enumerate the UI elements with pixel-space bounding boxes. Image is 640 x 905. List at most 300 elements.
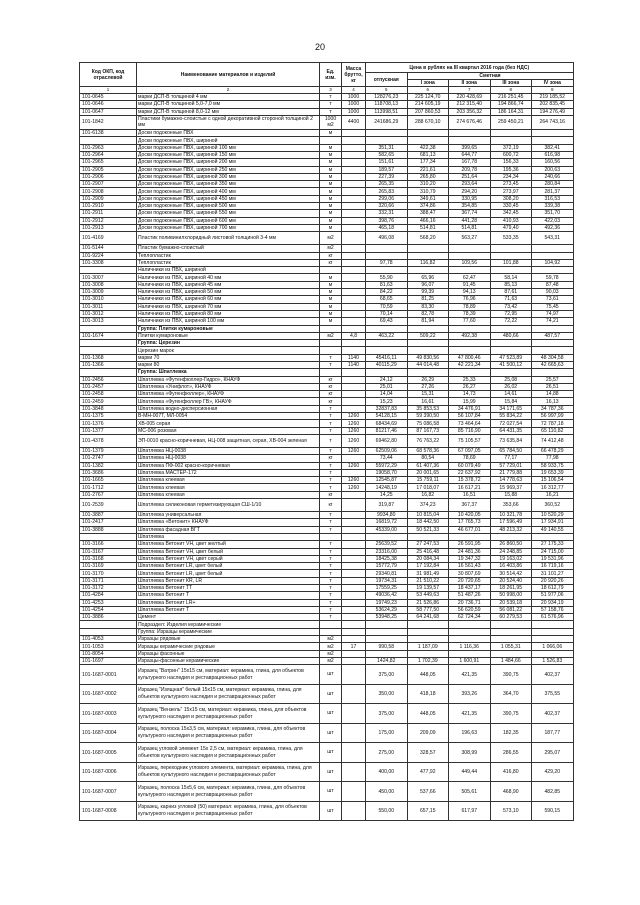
table-row bbox=[80, 643, 574, 650]
table-row bbox=[80, 541, 574, 548]
row-price-zone-1: 509,22 bbox=[407, 332, 449, 339]
row-unit: т bbox=[320, 405, 342, 412]
header-zone-1: I зона bbox=[407, 80, 449, 87]
row-code: 101-2906 bbox=[80, 173, 137, 180]
row-mass bbox=[342, 563, 366, 570]
table-row bbox=[80, 621, 574, 628]
row-mass bbox=[342, 310, 366, 317]
row-unit: т bbox=[320, 462, 342, 469]
row-price-zone-1: 310,20 bbox=[407, 181, 449, 188]
row-price-otpusk bbox=[366, 137, 408, 144]
column-number: 8 bbox=[490, 87, 532, 94]
row-price-zone-4: 590,15 bbox=[532, 801, 574, 821]
row-code: 101-1687-0006 bbox=[80, 762, 137, 782]
row-unit: т bbox=[320, 420, 342, 427]
row-price-zone-2: 514,81 bbox=[449, 224, 491, 231]
row-price-zone-3: 60 279,53 bbox=[490, 614, 532, 621]
row-unit: т bbox=[320, 548, 342, 555]
row-price-zone-2: 617,97 bbox=[449, 801, 491, 821]
row-price-zone-1: 177,34 bbox=[407, 159, 449, 166]
row-price-zone-3: 390,75 bbox=[490, 704, 532, 724]
row-unit: шт bbox=[320, 762, 342, 782]
table-row bbox=[80, 267, 574, 274]
row-unit bbox=[320, 628, 342, 635]
row-price-otpusk bbox=[366, 325, 408, 332]
row-price-zone-4 bbox=[532, 533, 574, 540]
row-price-otpusk: 320,66 bbox=[366, 203, 408, 210]
row-price-zone-2: 167,78 bbox=[449, 159, 491, 166]
row-price-zone-2: 449,44 bbox=[449, 762, 491, 782]
row-price-zone-1 bbox=[407, 340, 449, 347]
row-unit bbox=[320, 347, 342, 354]
row-price-zone-1: 221,61 bbox=[407, 166, 449, 173]
row-price-zone-1: 681,13 bbox=[407, 151, 449, 158]
table-row bbox=[80, 650, 574, 657]
row-price-zone-2: 56 107,84 bbox=[449, 413, 491, 420]
row-price-zone-4: 16 719,16 bbox=[532, 563, 574, 570]
row-mass bbox=[342, 398, 366, 405]
table-row bbox=[80, 723, 574, 743]
row-price-zone-2: 20 736,71 bbox=[449, 599, 491, 606]
row-price-otpusk: 62509,06 bbox=[366, 447, 408, 454]
row-code: 101-1687-0007 bbox=[80, 782, 137, 802]
row-price-zone-2: 46 677,01 bbox=[449, 526, 491, 533]
row-price-zone-3: 390,75 bbox=[490, 665, 532, 685]
row-price-otpusk bbox=[366, 267, 408, 274]
row-code: 101-2910 bbox=[80, 203, 137, 210]
row-name: Доски подоконные ПВХ, шириной 700 мм bbox=[137, 224, 320, 231]
row-mass: 1260 bbox=[342, 477, 366, 484]
row-price-zone-2: 75 105,57 bbox=[449, 434, 491, 447]
row-unit: шт bbox=[320, 704, 342, 724]
table-row bbox=[80, 203, 574, 210]
row-price-otpusk: 23316,00 bbox=[366, 548, 408, 555]
row-price-zone-2: 76,96 bbox=[449, 296, 491, 303]
row-price-zone-1 bbox=[407, 650, 449, 657]
row-price-zone-3: 58,14 bbox=[490, 274, 532, 281]
row-code: 101-2457 bbox=[80, 383, 137, 390]
row-price-otpusk: 463,22 bbox=[366, 332, 408, 339]
row-price-zone-2: 42 221,34 bbox=[449, 361, 491, 368]
row-price-zone-1: 58 777,50 bbox=[407, 606, 449, 613]
row-code: 101-3167 bbox=[80, 548, 137, 555]
row-price-zone-3: 72 027,54 bbox=[490, 420, 532, 427]
row-name: Шпатлевка МАСТЕР-172 bbox=[137, 469, 320, 476]
row-price-otpusk bbox=[366, 245, 408, 252]
row-code: 101-3010 bbox=[80, 296, 137, 303]
row-price-zone-3 bbox=[490, 340, 532, 347]
row-mass bbox=[342, 555, 366, 562]
row-name: Изразцы рядовые bbox=[137, 636, 320, 643]
table-row bbox=[80, 245, 574, 252]
row-price-otpusk bbox=[366, 369, 408, 376]
row-name: Шпатлевка Ветонит LR, цвет белый bbox=[137, 563, 320, 570]
row-name: Теплопластик bbox=[137, 259, 320, 266]
row-price-zone-1: 61 407,36 bbox=[407, 462, 449, 469]
row-code: 101-8054 bbox=[80, 650, 137, 657]
row-price-zone-4: 17 934,91 bbox=[532, 519, 574, 526]
row-code: 101-3166 bbox=[80, 541, 137, 548]
table-row bbox=[80, 762, 574, 782]
row-price-zone-1: 81,94 bbox=[407, 318, 449, 325]
row-unit: м bbox=[320, 296, 342, 303]
row-mass bbox=[342, 621, 366, 628]
table-row bbox=[80, 224, 574, 231]
row-code bbox=[80, 533, 137, 540]
row-price-zone-3: 286,55 bbox=[490, 743, 532, 763]
row-price-otpusk: 73,44 bbox=[366, 455, 408, 462]
row-mass bbox=[342, 606, 366, 613]
row-name: Шпатлевка клеевая bbox=[137, 477, 320, 484]
row-price-zone-4: 295,07 bbox=[532, 743, 574, 763]
row-price-otpusk: 15772,79 bbox=[366, 563, 408, 570]
row-price-zone-3: 194 866,74 bbox=[490, 101, 532, 108]
row-mass bbox=[342, 628, 366, 635]
row-price-zone-4: 160,56 bbox=[532, 159, 574, 166]
row-price-zone-4 bbox=[532, 137, 574, 144]
row-price-zone-1: 20 001,65 bbox=[407, 469, 449, 476]
row-price-zone-4 bbox=[532, 325, 574, 332]
row-price-zone-4: 74,97 bbox=[532, 310, 574, 317]
row-price-otpusk: 14,04 bbox=[366, 391, 408, 398]
row-mass bbox=[342, 801, 366, 821]
row-unit: т bbox=[320, 570, 342, 577]
row-code: 101-2459 bbox=[80, 398, 137, 405]
row-price-zone-4: 1 066,06 bbox=[532, 643, 574, 650]
table-row bbox=[80, 173, 574, 180]
row-price-otpusk bbox=[366, 252, 408, 259]
row-price-zone-2: 26,27 bbox=[449, 383, 491, 390]
row-price-zone-4: 66 478,29 bbox=[532, 447, 574, 454]
row-price-zone-2: 16 617,21 bbox=[449, 484, 491, 491]
row-price-otpusk bbox=[366, 533, 408, 540]
table-row bbox=[80, 455, 574, 462]
table-row bbox=[80, 526, 574, 533]
row-name: марки 70 bbox=[137, 354, 320, 361]
row-price-zone-3 bbox=[490, 137, 532, 144]
row-mass: 4400 bbox=[342, 115, 366, 129]
table-row bbox=[80, 499, 574, 512]
row-price-otpusk: 25639,52 bbox=[366, 541, 408, 548]
row-price-zone-2: 20 720,65 bbox=[449, 577, 491, 584]
row-price-zone-4: 360,52 bbox=[532, 499, 574, 512]
row-price-zone-1 bbox=[407, 621, 449, 628]
row-price-zone-2 bbox=[449, 325, 491, 332]
row-price-zone-2 bbox=[449, 628, 491, 635]
row-unit: т bbox=[320, 413, 342, 420]
row-price-zone-3: 26,02 bbox=[490, 383, 532, 390]
row-unit bbox=[320, 340, 342, 347]
row-code: 101-3170 bbox=[80, 570, 137, 577]
row-name: Наличники из ПВХ, шириной 100 мм bbox=[137, 318, 320, 325]
row-mass bbox=[342, 144, 366, 151]
row-code: 101-1375 bbox=[80, 413, 137, 420]
row-mass bbox=[342, 469, 366, 476]
table-row bbox=[80, 181, 574, 188]
row-price-zone-4: 280,84 bbox=[532, 181, 574, 188]
row-mass: 4,8 bbox=[342, 332, 366, 339]
row-price-zone-2 bbox=[449, 340, 491, 347]
row-price-zone-1: 209,09 bbox=[407, 723, 449, 743]
row-unit: м bbox=[320, 289, 342, 296]
row-price-zone-4: 87,48 bbox=[532, 281, 574, 288]
row-name: Группа: Церезин bbox=[137, 340, 320, 347]
row-name: Доски подоконные ПВХ, шириной 150 мм bbox=[137, 151, 320, 158]
row-code: 101-3011 bbox=[80, 303, 137, 310]
row-mass: 1000 bbox=[342, 108, 366, 115]
row-price-zone-2: 73 464,64 bbox=[449, 420, 491, 427]
row-code: 101-2747 bbox=[80, 455, 137, 462]
row-mass bbox=[342, 499, 366, 512]
row-mass bbox=[342, 210, 366, 217]
row-price-zone-4: 10 520,29 bbox=[532, 512, 574, 519]
row-price-zone-2: 19 347,32 bbox=[449, 555, 491, 562]
row-price-otpusk: 81,63 bbox=[366, 281, 408, 288]
row-price-zone-2 bbox=[449, 650, 491, 657]
row-code: 101-2963 bbox=[80, 144, 137, 151]
row-price-zone-2: 78,69 bbox=[449, 455, 491, 462]
row-price-zone-3: 15,84 bbox=[490, 398, 532, 405]
row-price-zone-4: 19 653,39 bbox=[532, 469, 574, 476]
row-price-zone-3: 342,45 bbox=[490, 210, 532, 217]
row-price-zone-2: 16,51 bbox=[449, 491, 491, 498]
row-price-otpusk: 350,00 bbox=[366, 684, 408, 704]
table-row bbox=[80, 101, 574, 108]
row-name: Доски подоконные ПВХ, шириной 350 мм bbox=[137, 181, 320, 188]
row-code bbox=[80, 628, 137, 635]
row-price-zone-1 bbox=[407, 636, 449, 643]
row-mass bbox=[342, 369, 366, 376]
row-price-zone-2 bbox=[449, 369, 491, 376]
table-row bbox=[80, 391, 574, 398]
table-row bbox=[80, 801, 574, 821]
row-code bbox=[80, 369, 137, 376]
row-price-otpusk: 68434,69 bbox=[366, 420, 408, 427]
table-row bbox=[80, 94, 574, 101]
row-price-zone-4: 75,45 bbox=[532, 303, 574, 310]
row-unit: м2 bbox=[320, 245, 342, 252]
table-row bbox=[80, 447, 574, 454]
row-name: Шпатлевка bbox=[137, 533, 320, 540]
row-price-zone-2 bbox=[449, 252, 491, 259]
row-code: 101-0645 bbox=[80, 94, 137, 101]
row-price-zone-4: 49 140,55 bbox=[532, 526, 574, 533]
row-price-zone-1 bbox=[407, 533, 449, 540]
row-unit: кг bbox=[320, 376, 342, 383]
row-price-otpusk: 128276,23 bbox=[366, 94, 408, 101]
row-mass bbox=[342, 743, 366, 763]
row-code: 101-1712 bbox=[80, 484, 137, 491]
row-price-zone-1: 10 815,04 bbox=[407, 512, 449, 519]
row-price-zone-2: 62,47 bbox=[449, 274, 491, 281]
table-row bbox=[80, 376, 574, 383]
row-price-zone-4: 264 743,16 bbox=[532, 115, 574, 129]
row-price-zone-3: 87,61 bbox=[490, 289, 532, 296]
row-name: Изразец, карниз угловой (50) материал: керамика, глина, для объектов культурного наследия и реставрационных работ bbox=[137, 801, 320, 821]
row-price-otpusk bbox=[366, 650, 408, 657]
row-mass bbox=[342, 166, 366, 173]
column-number: 3 bbox=[320, 87, 342, 94]
row-name: Шпатлевка Ветонит LR, цвет белый bbox=[137, 570, 320, 577]
row-price-zone-1: 64 241,68 bbox=[407, 614, 449, 621]
row-mass bbox=[342, 340, 366, 347]
row-mass bbox=[342, 592, 366, 599]
row-price-zone-3: 30 514,42 bbox=[490, 570, 532, 577]
row-price-zone-1: 18 442,50 bbox=[407, 519, 449, 526]
row-price-zone-3: 48 213,32 bbox=[490, 526, 532, 533]
row-name: Шпатлевка универсальная bbox=[137, 512, 320, 519]
row-name: Пластик бумажно-слоистый bbox=[137, 245, 320, 252]
row-code: 101-4254 bbox=[80, 606, 137, 613]
row-price-zone-4: 543,31 bbox=[532, 232, 574, 245]
row-price-zone-3: 17 596,49 bbox=[490, 519, 532, 526]
header-smetnaya: Сметная bbox=[407, 73, 573, 80]
row-price-zone-4: 24 715,00 bbox=[532, 548, 574, 555]
row-code: 101-2907 bbox=[80, 181, 137, 188]
row-price-zone-3: 25,08 bbox=[490, 376, 532, 383]
row-price-zone-1: 288 670,10 bbox=[407, 115, 449, 129]
row-price-zone-4 bbox=[532, 267, 574, 274]
row-unit: т bbox=[320, 614, 342, 621]
page-number: 20 bbox=[314, 42, 325, 52]
table-row bbox=[80, 628, 574, 635]
header-zone-2: II зона bbox=[449, 80, 491, 87]
header-unit: Ед. изм. bbox=[320, 63, 342, 87]
row-price-otpusk bbox=[366, 340, 408, 347]
table-row bbox=[80, 636, 574, 643]
row-price-zone-3: 21 779,88 bbox=[490, 469, 532, 476]
row-code: 101-2964 bbox=[80, 151, 137, 158]
row-price-zone-4: 73,61 bbox=[532, 296, 574, 303]
row-price-zone-1: 81,25 bbox=[407, 296, 449, 303]
row-code: 101-1842 bbox=[80, 115, 137, 129]
row-mass bbox=[342, 650, 366, 657]
row-price-zone-1: 537,66 bbox=[407, 782, 449, 802]
row-unit bbox=[320, 267, 342, 274]
row-price-zone-2: 644,77 bbox=[449, 151, 491, 158]
row-price-otpusk bbox=[366, 628, 408, 635]
row-price-otpusk bbox=[366, 347, 408, 354]
row-mass bbox=[342, 137, 366, 144]
row-price-zone-4: 65 110,82 bbox=[532, 427, 574, 434]
row-price-otpusk: 319,87 bbox=[366, 499, 408, 512]
row-name: Изразец, полоска 15х5,6 см, материал: керамика, глина, для объектов культурного наследия и реставрационных работ bbox=[137, 782, 320, 802]
row-name: Теплопластик bbox=[137, 252, 320, 259]
row-price-zone-2: 24 481,36 bbox=[449, 548, 491, 555]
row-name: Доски подоконные ПВХ, шириной 100 мм bbox=[137, 144, 320, 151]
row-price-otpusk: 1424,82 bbox=[366, 657, 408, 664]
row-mass bbox=[342, 188, 366, 195]
row-price-zone-1: 374,23 bbox=[407, 499, 449, 512]
row-price-zone-1: 35 853,53 bbox=[407, 405, 449, 412]
row-mass bbox=[342, 181, 366, 188]
row-price-otpusk: 45416,11 bbox=[366, 354, 408, 361]
row-price-zone-4 bbox=[532, 340, 574, 347]
row-price-zone-1: 15 759,11 bbox=[407, 477, 449, 484]
row-price-zone-4: 26,51 bbox=[532, 383, 574, 390]
row-unit: 1000 м2 bbox=[320, 115, 342, 129]
row-price-zone-4 bbox=[532, 650, 574, 657]
row-price-zone-4: 492,36 bbox=[532, 224, 574, 231]
row-price-zone-1: 349,61 bbox=[407, 195, 449, 202]
row-price-zone-2: 367,74 bbox=[449, 210, 491, 217]
row-price-zone-3: 234,34 bbox=[490, 173, 532, 180]
row-price-zone-3: 330,45 bbox=[490, 203, 532, 210]
row-price-zone-2 bbox=[449, 245, 491, 252]
row-price-otpusk: 53948,25 bbox=[366, 614, 408, 621]
row-code: 101-2965 bbox=[80, 159, 137, 166]
row-price-zone-1: 448,05 bbox=[407, 704, 449, 724]
row-price-zone-2: 441,28 bbox=[449, 217, 491, 224]
row-price-otpusk: 175,00 bbox=[366, 723, 408, 743]
row-mass bbox=[342, 762, 366, 782]
row-name: Подраздел: Изделия керамические bbox=[137, 621, 320, 628]
row-price-zone-3: 71,63 bbox=[490, 296, 532, 303]
row-code: 101-9224 bbox=[80, 252, 137, 259]
row-unit: т bbox=[320, 519, 342, 526]
row-code: 101-2909 bbox=[80, 195, 137, 202]
row-mass: 1000 bbox=[342, 101, 366, 108]
column-number: 9 bbox=[532, 87, 574, 94]
row-price-zone-4: 351,70 bbox=[532, 210, 574, 217]
row-price-zone-4: 42 665,63 bbox=[532, 361, 574, 368]
table-row bbox=[80, 743, 574, 763]
row-price-zone-3 bbox=[490, 650, 532, 657]
row-unit: т bbox=[320, 101, 342, 108]
row-price-zone-4: 16 312,77 bbox=[532, 484, 574, 491]
row-price-zone-3: 18 261,95 bbox=[490, 585, 532, 592]
row-price-zone-2: 15 378,72 bbox=[449, 477, 491, 484]
row-price-zone-3: 101,88 bbox=[490, 259, 532, 266]
row-price-otpusk: 17559,25 bbox=[366, 585, 408, 592]
row-unit: м bbox=[320, 195, 342, 202]
column-numbers-row bbox=[80, 87, 574, 94]
row-price-otpusk: 375,00 bbox=[366, 704, 408, 724]
row-price-zone-2: 399,65 bbox=[449, 144, 491, 151]
row-mass bbox=[342, 723, 366, 743]
row-price-otpusk: 550,00 bbox=[366, 801, 408, 821]
row-price-zone-4: 16,21 bbox=[532, 491, 574, 498]
row-price-zone-1: 116,82 bbox=[407, 259, 449, 266]
row-price-zone-3: 573,10 bbox=[490, 801, 532, 821]
row-price-otpusk: 15,23 bbox=[366, 398, 408, 405]
row-unit: т bbox=[320, 555, 342, 562]
row-code: 101-2767 bbox=[80, 491, 137, 498]
row-code: 101-1697 bbox=[80, 657, 137, 664]
row-name: Шпатлевка клеевая bbox=[137, 491, 320, 498]
row-price-zone-4: 34 787,36 bbox=[532, 405, 574, 412]
row-price-otpusk: 69,43 bbox=[366, 318, 408, 325]
table-row bbox=[80, 555, 574, 562]
row-price-otpusk: 49036,42 bbox=[366, 592, 408, 599]
row-mass bbox=[342, 252, 366, 259]
row-price-otpusk: 55972,29 bbox=[366, 462, 408, 469]
row-mass bbox=[342, 267, 366, 274]
row-unit bbox=[320, 137, 342, 144]
row-price-zone-1: 1 702,39 bbox=[407, 657, 449, 664]
row-mass bbox=[342, 577, 366, 584]
row-price-zone-4: 90,03 bbox=[532, 289, 574, 296]
row-mass bbox=[342, 704, 366, 724]
row-price-zone-4: 1 526,83 bbox=[532, 657, 574, 664]
row-price-zone-2 bbox=[449, 533, 491, 540]
row-code: 101-3012 bbox=[80, 310, 137, 317]
row-mass: 1260 bbox=[342, 447, 366, 454]
row-code: 101-3886 bbox=[80, 614, 137, 621]
row-price-zone-1: 31 981,49 bbox=[407, 570, 449, 577]
table-row bbox=[80, 259, 574, 266]
row-price-zone-3 bbox=[490, 369, 532, 376]
